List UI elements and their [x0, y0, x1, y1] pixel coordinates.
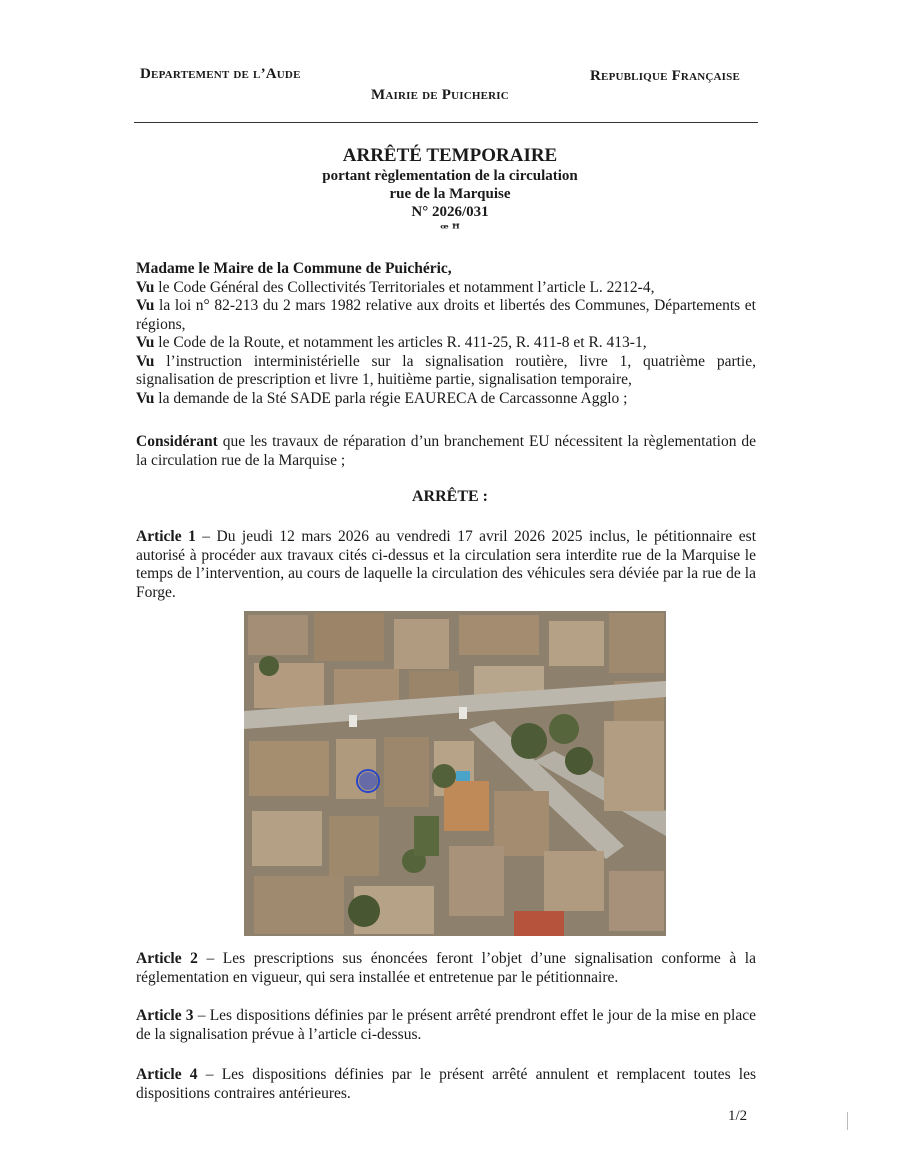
article-text: – Du jeudi 12 mars 2026 au vendredi 17 avril 2026 2025 inclus, le pétitionnaire est autorisé à procéder aux travaux cités ci-dessus et la circulation sera interdite rue de la Marquise le temps de l’intervention, au cours de laquelle la circulation des véhicules sera déviée par la rue de la Forge. [136, 528, 756, 601]
document-title: ARRÊTÉ TEMPORAIRE [342, 145, 558, 166]
article-4 [136, 1066, 756, 1103]
article-text: – Les prescriptions sus énoncées feront l’objet d’une signalisation conforme à la réglementation en vigueur, qui sera installée et entretenue par le pétitionnaire. [136, 950, 756, 986]
article-label: Article 2 [136, 950, 198, 967]
preamble [136, 260, 756, 408]
vu-line [136, 334, 756, 353]
article-text: – Les dispositions définies par le présent arrêté annulent et remplacent toutes les dispositions contraires antérieures. [136, 1066, 757, 1102]
vu-label: Vu [136, 334, 155, 351]
page-number: 1/2 [728, 1108, 748, 1124]
vu-line [136, 297, 756, 334]
header-department: Departement de l’Aude [140, 66, 301, 82]
header-rule [134, 122, 758, 123]
vu-label: Vu [136, 297, 155, 314]
article-3 [136, 1007, 756, 1044]
vu-label: Vu [136, 352, 155, 370]
scan-edge-mark [847, 1112, 848, 1130]
vu-text: la demande de la Sté SADE parla régie EAURECA de Carcassonne Agglo ; [154, 389, 628, 407]
aerial-map-image [244, 611, 666, 936]
considerant-text: que les travaux de réparation d’un branchement EU nécessitent la règlementation de la circulation rue de la Marquise ; [136, 433, 756, 469]
considerant-paragraph [136, 433, 756, 470]
vu-text: la loi n° 82-213 du 2 mars 1982 relative aux droits et libertés des Communes, Départements et régions, [136, 297, 756, 333]
title-ornament: ꟹ ꟸ [440, 221, 460, 236]
vu-label: Vu [136, 278, 155, 296]
vu-text: le Code de la Route, et notamment les articles R. 411-25, R. 411-8 et R. 413-1, [154, 334, 647, 351]
article-label: Article 4 [136, 1066, 198, 1083]
vu-line [136, 353, 756, 390]
title-block [0, 145, 900, 237]
vu-line [136, 279, 756, 298]
article-label: Article 1 [136, 528, 196, 545]
article-1 [136, 528, 756, 602]
aerial-map-drawing [244, 611, 666, 936]
header-republique: Republique Française [590, 68, 740, 84]
title-subject: portant règlementation de la circulation [322, 168, 578, 184]
vu-text: le Code Général des Collectivités Territoriales et notamment l’article L. 2212-4, [154, 278, 655, 296]
title-number: N° 2026/031 [411, 204, 489, 220]
arrete-heading: ARRÊTE : [411, 488, 488, 505]
vu-label: Vu [136, 389, 155, 407]
title-street: rue de la Marquise [389, 186, 511, 202]
header-mairie: Mairie de Puicheric [371, 87, 509, 103]
article-text: – Les dispositions définies par le présent arrêté prendront effet le jour de la mise en place de la signalisation prévue à l’article ci-dessus. [136, 1007, 757, 1043]
mayor-line: Madame le Maire de la Commune de Puichéric, [136, 260, 452, 277]
article-2 [136, 950, 756, 987]
vu-text: l’instruction interministérielle sur la signalisation routière, livre 1, quatrième partie, signalisation de prescription et livre 1, huitième partie, signalisation temporaire, [136, 352, 756, 388]
considerant-label: Considérant [136, 433, 218, 450]
vu-line [136, 390, 756, 409]
article-label: Article 3 [136, 1007, 194, 1024]
